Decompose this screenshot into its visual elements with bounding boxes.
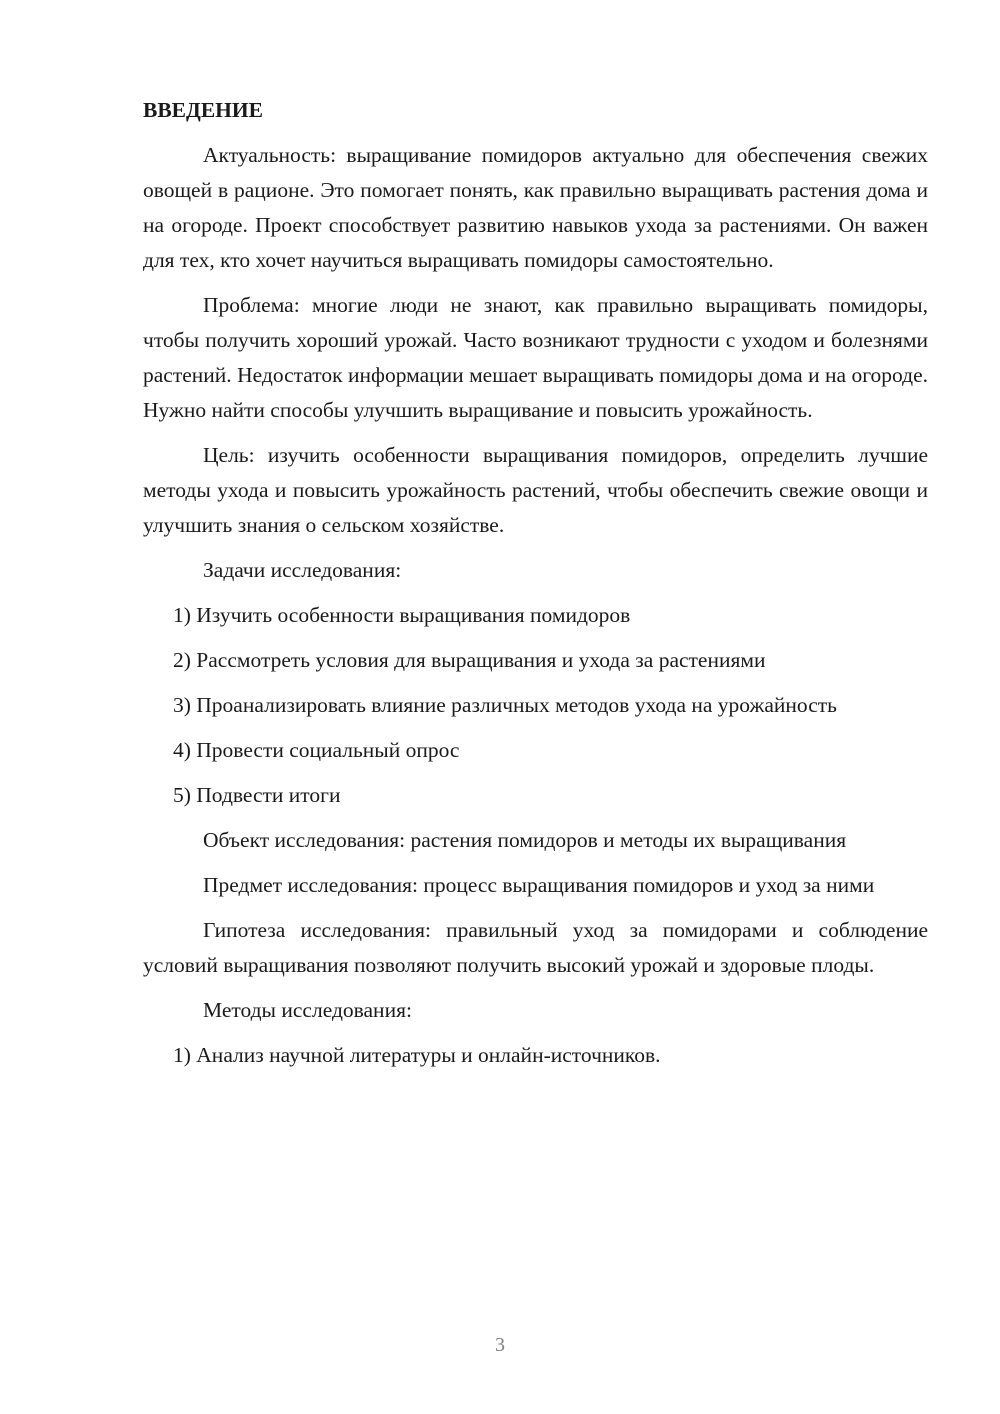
object-paragraph: Объект исследования: растения помидоров и методы их выращивания: [203, 828, 847, 852]
method-item-1: 1) Анализ научной литературы и онлайн-источников.: [173, 1043, 661, 1067]
page-title: ВВЕДЕНИЕ: [143, 98, 263, 122]
page-number: 3: [495, 1334, 505, 1356]
document-page: [143, 93, 928, 1083]
task-item-1: 1) Изучить особенности выращивания помидоров: [173, 603, 631, 627]
subject-paragraph: Предмет исследования: процесс выращивания помидоров и уход за ними: [203, 873, 875, 897]
relevance-paragraph: Актуальность: выращивание помидоров актуально для обеспечения свежих овощей в рационе. Это помогает понять, как правильно выращивать растения дома и на огороде. Проект способствует развитию навыков ухода за растениями. Он важен для тех, кто хочет научиться выращивать помидоры самостоятельно.: [143, 143, 928, 272]
methods-heading: Методы исследования:: [203, 998, 412, 1022]
tasks-heading: Задачи исследования:: [203, 558, 402, 582]
problem-paragraph: Проблема: многие люди не знают, как правильно выращивать помидоры, чтобы получить хороший урожай. Часто возникают трудности с уходом и болезнями растений. Недостаток информации мешает выращивать помидоры дома и на огороде. Нужно найти способы улучшить выращивание и повысить урожайность.: [143, 293, 928, 422]
task-item-4: 4) Провести социальный опрос: [173, 738, 460, 762]
goal-paragraph: Цель: изучить особенности выращивания помидоров, определить лучшие методы ухода и повысить урожайность растений, чтобы обеспечить свежие овощи и улучшить знания о сельском хозяйстве.: [143, 443, 928, 537]
task-item-5: 5) Подвести итоги: [173, 783, 341, 807]
task-item-2: 2) Рассмотреть условия для выращивания и ухода за растениями: [173, 648, 766, 672]
task-item-3: 3) Проанализировать влияние различных методов ухода на урожайность: [173, 693, 837, 717]
hypothesis-paragraph: Гипотеза исследования: правильный уход за помидорами и соблюдение условий выращивания позволяют получить высокий урожай и здоровые плоды.: [143, 918, 928, 977]
